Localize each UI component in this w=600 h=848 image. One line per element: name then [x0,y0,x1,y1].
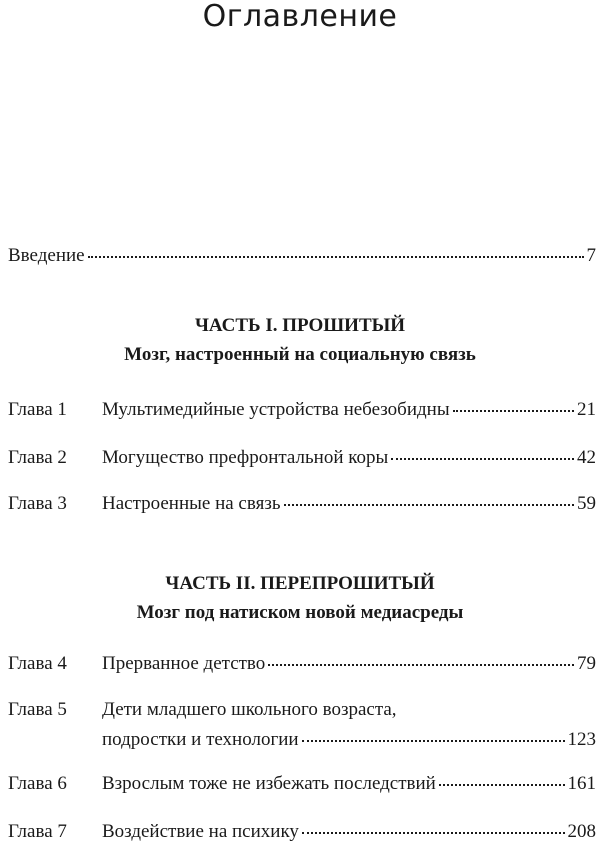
leader-dots [302,740,565,742]
part-title: ЧАСТЬ II. ПЕРЕПРОШИТЫЙ [165,573,435,594]
part-subtitle: Мозг под натиском новой медиасреды [136,602,464,623]
toc-entry-text: подростки и технологии [102,729,299,750]
chapter-label: Глава 3 [8,493,67,514]
toc-page-number: 7 [586,245,596,266]
toc-entry-chapter-6[interactable] [8,772,596,796]
toc-entry-chapter-4[interactable] [8,652,596,676]
part-subtitle: Мозг, настроенный на социальную связь [124,344,476,365]
part-heading-1 [0,314,600,367]
part-heading-2 [0,572,600,625]
toc-entry-text: Могущество префронтальной коры [102,447,389,468]
toc-page-number: 21 [577,399,596,420]
toc-entry-text: Взрослым тоже не избежать последствий [102,773,436,794]
chapter-label: Глава 6 [8,773,67,794]
toc-entry-text-line1: Дети младшего школьного возраста, [102,699,397,720]
chapter-label: Глава 4 [8,653,67,674]
toc-entry-intro[interactable] [8,244,596,268]
toc-page-number: 59 [577,493,596,514]
chapter-label: Глава 5 [8,699,67,720]
leader-dots [302,832,565,834]
toc-page-number: 161 [567,773,596,794]
toc-entry-text: Прерванное детство [102,653,266,674]
leader-dots [88,256,584,258]
toc-entry-text: Настроенные на связь [102,493,281,514]
page-title: Оглавление [202,0,398,34]
leader-dots [439,784,565,786]
toc-page-number: 42 [577,447,596,468]
toc-entry-chapter-3[interactable] [8,492,596,516]
toc-entry-chapter-2[interactable] [8,446,596,470]
toc-entry-chapter-7[interactable] [8,820,596,844]
toc-entry-text: Воздействие на психику [102,821,299,842]
chapter-label: Глава 1 [8,399,67,420]
toc-page-number: 208 [567,821,596,842]
toc-entry-chapter-1[interactable] [8,398,596,422]
leader-dots [284,504,575,506]
leader-dots [391,458,574,460]
chapter-label: Глава 2 [8,447,67,468]
toc-entry-text: Введение [8,245,85,266]
part-title: ЧАСТЬ I. ПРОШИТЫЙ [194,315,406,336]
chapter-label: Глава 7 [8,821,67,842]
toc-entry-text: Мультимедийные устройства небезобидны [102,399,450,420]
toc-entry-chapter-5[interactable] [8,698,596,752]
toc-page-number: 123 [567,729,596,750]
leader-dots [453,410,574,412]
leader-dots [268,664,574,666]
toc-page-number: 79 [577,653,596,674]
